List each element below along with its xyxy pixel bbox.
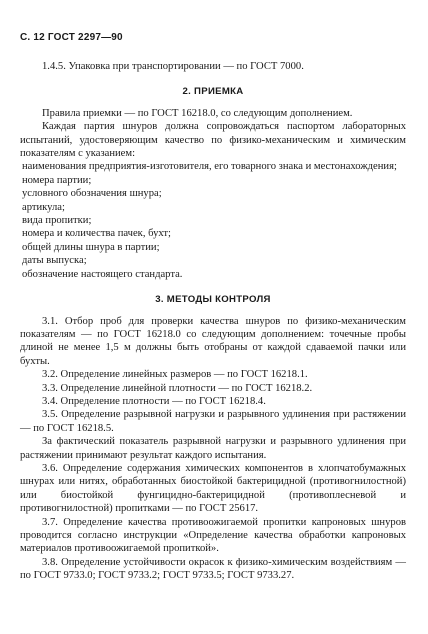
list-item: вида пропитки; <box>22 215 92 227</box>
clause-3-4: 3.4. Определение плотности — по ГОСТ 16218.4. <box>42 395 266 407</box>
list-item: общей длины шнура в партии; <box>22 241 160 253</box>
passport-items-list <box>20 160 406 281</box>
section-2-intro: Правила приемки — по ГОСТ 16218.0, со следующим дополнением. <box>42 107 353 119</box>
clause-3-2: 3.2. Определение линейных размеров — по ГОСТ 16218.1. <box>42 369 308 381</box>
list-item: обозначение настоящего стандарта. <box>22 268 183 280</box>
clause-3-6: 3.6. Определение содержания химических компонентов в хлопчатобумажных шнурах или нитях, обработанных биостойкой бактерицидной (противогнилостной) или биостойкой фунгицидно-бактерицидной (противоплесневой и противогнилостной) пропитками — по ГОСТ 25617. <box>20 462 406 515</box>
clause-3-8: 3.8. Определение устойчивости окрасок к физико-химическим воздействиям — по ГОСТ 9733.0; ГОСТ 9733.2; ГОСТ 9733.5; ГОСТ 9733.27. <box>20 556 406 582</box>
clause-3-5-note: За фактический показатель разрывной нагрузки и разрывного удлинения при растяжении принимают результат каждого испытания. <box>20 436 406 461</box>
page-header: С. 12 ГОСТ 2297—90 <box>20 32 123 43</box>
list-item: даты выпуска; <box>22 255 87 267</box>
clause-1-4-5: 1.4.5. Упаковка при транспортировании — по ГОСТ 7000. <box>42 61 304 72</box>
section-2-passport: Каждая партия шнуров должна сопровождаться паспортом лабораторных испытаний, удостоверяющим качество по физико-механическим и химическим показателям с указанием: <box>20 121 406 160</box>
clause-3-5: 3.5. Определение разрывной нагрузки и разрывного удлинения при растяжении — по ГОСТ 16218.5. <box>20 409 406 434</box>
clause-3-3: 3.3. Определение линейной плотности — по ГОСТ 16218.2. <box>42 382 313 394</box>
clause-3-7: 3.7. Определение качества противоожигаемой пропитки капроновых шнуров проводится согласно инструкции «Определение качества обработки капроновых материалов противоожигаемой пропиткой». <box>20 516 406 555</box>
list-item: номера партии; <box>22 174 92 186</box>
list-item: наименования предприятия-изготовителя, его товарного знака и местонахождения; <box>22 161 397 173</box>
clause-3-1: 3.1. Отбор проб для проверки качества шнуров по физико-механическим показателям — по ГОСТ 16218.0 со следующим дополнением: точечные пробы длиной не менее 1,5 м должны быть отобраны от каждой сдаваемой пачки или бухты. <box>20 315 406 367</box>
section-2-heading: 2. ПРИЕМКА <box>182 86 244 98</box>
list-item: артикула; <box>22 201 65 213</box>
document-body <box>20 60 406 583</box>
section-3-heading: 3. МЕТОДЫ КОНТРОЛЯ <box>155 294 271 306</box>
list-item: номера и количества пачек, бухт; <box>22 228 172 240</box>
list-item: условного обозначения шнура; <box>22 188 162 200</box>
